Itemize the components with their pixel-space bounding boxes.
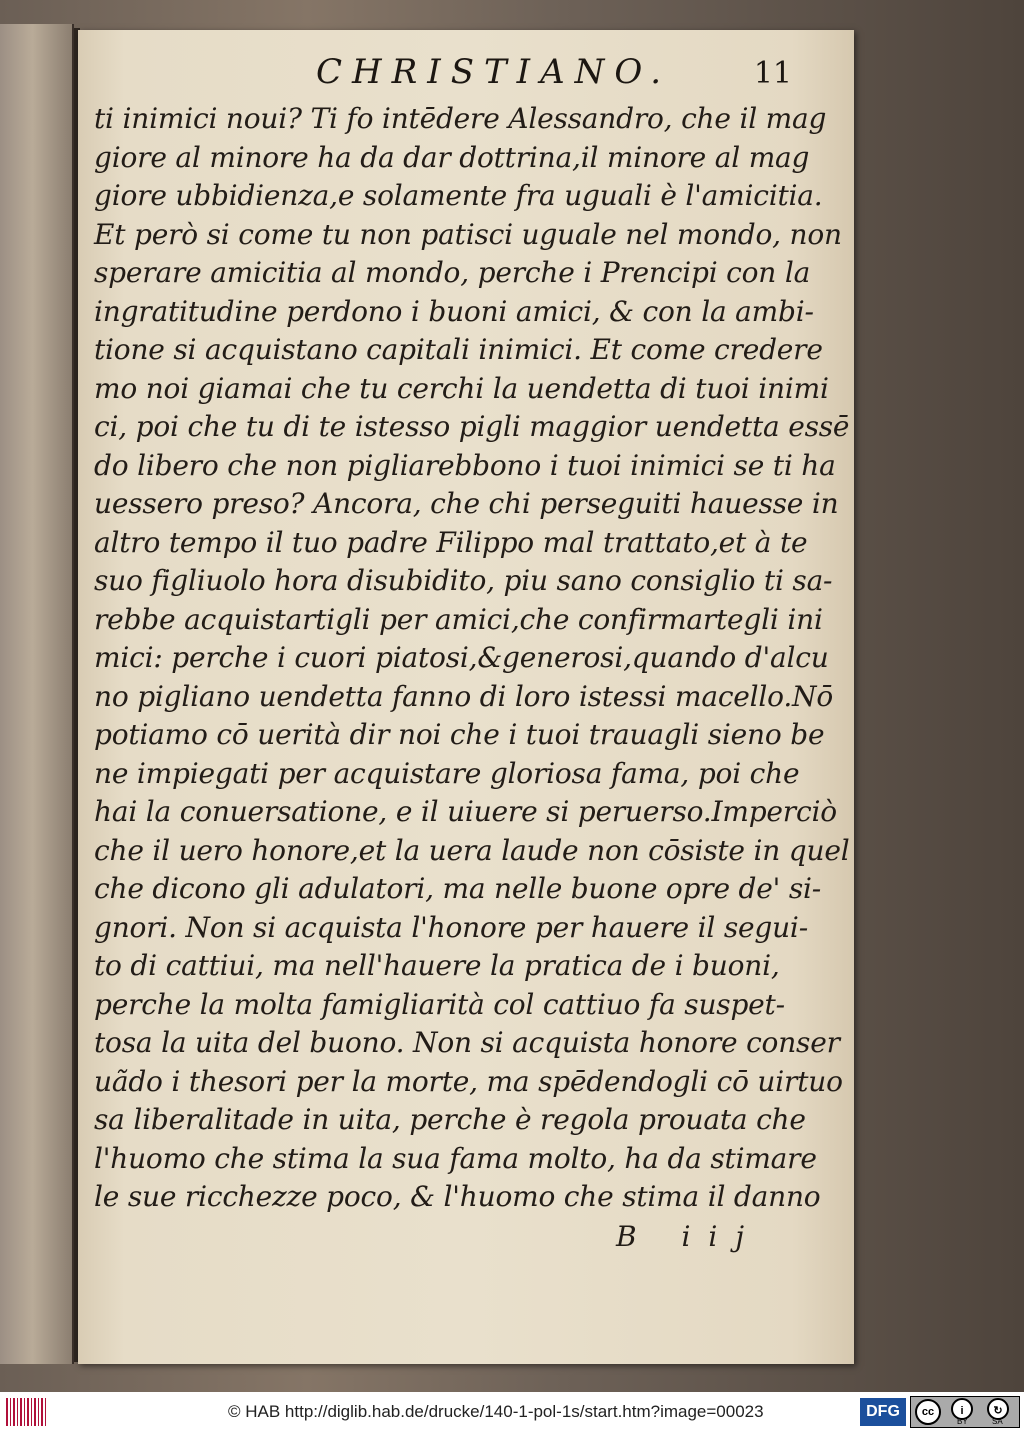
text-line: le sue ricchezze poco, & l'huomo che stima il danno [94,1180,821,1213]
text-line: ti inimici noui? Ti fo intēdere Alessandro, che il mag [94,102,827,135]
cc-icon: cc [915,1399,941,1425]
text-line: Et però si come tu non patisci uguale nel mondo, non [94,217,842,251]
text-line: giore al minore ha da dar dottrina,il minore al mag [94,140,810,174]
book-page [78,30,854,1364]
text-line: sa liberalitade in uita, perche è regola prouata che [94,1103,806,1136]
sa-label: SA [992,1417,1003,1426]
dfg-logo[interactable]: DFG [860,1398,906,1426]
text-line: che il uero honore,et la uera laude non cōsiste in quel [94,833,850,867]
text-line: do libero che non pigliarebbono i tuoi inimici se ti ha [94,448,836,482]
text-line: ci, poi che tu di te istesso pigli maggior uendetta essē [94,410,850,443]
text-line: mo noi giamai che tu cerchi la uendetta di tuoi inimi [94,371,829,405]
text-line: uessero preso? Ancora, che chi perseguiti hauesse in [94,487,839,520]
by-label: BY [957,1417,968,1426]
text-line: perche la molta famigliarità col cattiuo fa suspet- [94,987,785,1021]
running-head [246,52,806,102]
text-line: sperare amicitia al mondo, perche i Prencipi con la [94,256,811,289]
text-line: to di cattiui, ma nell'hauere la pratica de i buoni, [94,949,780,982]
page-number: 11 [753,56,792,91]
previous-page-edge [0,24,74,1364]
text-line: hai la conuersatione, e il uiuere si peruerso.Imperciò [94,795,837,828]
text-line: uãdo i thesori per la morte, ma spēdendogli cō uirtuo [94,1064,843,1098]
text-line: potiamo cō uerità dir noi che i tuoi trauagli sieno be [94,718,825,751]
text-line: gnori. Non si acquista l'honore per hauere il segui- [94,910,808,944]
text-line: tosa la uita del buono. Non si acquista honore conser [94,1026,840,1059]
cc-license-badge[interactable] [910,1396,1020,1428]
text-line: tione si acquistano capitali inimici. Et come credere [94,333,823,366]
text-line: altro tempo il tuo padre Filippo mal trattato,et à te [94,525,808,559]
text-line: ingratitudine perdono i buoni amici, & con la ambi- [94,294,814,328]
text-line: ne impiegati per acquistare gloriosa fama, poi che [94,756,800,790]
hab-logo [6,1398,46,1426]
text-line: suo figliuolo hora disubidito, piu sano consiglio ti sa- [94,564,833,597]
by-icon: i [951,1398,973,1420]
text-line: no pigliano uendetta fanno di loro istessi macello.Nō [94,679,834,713]
text-line: mici: perche i cuori piatosi,&generosi,quando d'alcu [94,641,829,674]
footer-bar [0,1392,1024,1432]
text-line: rebbe acquistartigli per amici,che confirmartegli ini [94,602,823,636]
credit-link[interactable]: © HAB http://diglib.hab.de/drucke/140-1-pol-1s/start.htm?image=00023 [228,1402,764,1421]
text-line: l'huomo che stima la sua fama molto, ha da stimare [94,1141,817,1175]
body-text [94,100,850,1217]
signature-mark: B iij [616,1220,763,1253]
sa-icon: ↻ [987,1398,1009,1420]
text-line: giore ubbidienza,e solamente fra uguali è l'amicitia. [94,179,823,212]
running-head-title: CHRISTIANO. [316,52,672,92]
text-line: che dicono gli adulatori, ma nelle buone opre de' si- [94,872,822,905]
